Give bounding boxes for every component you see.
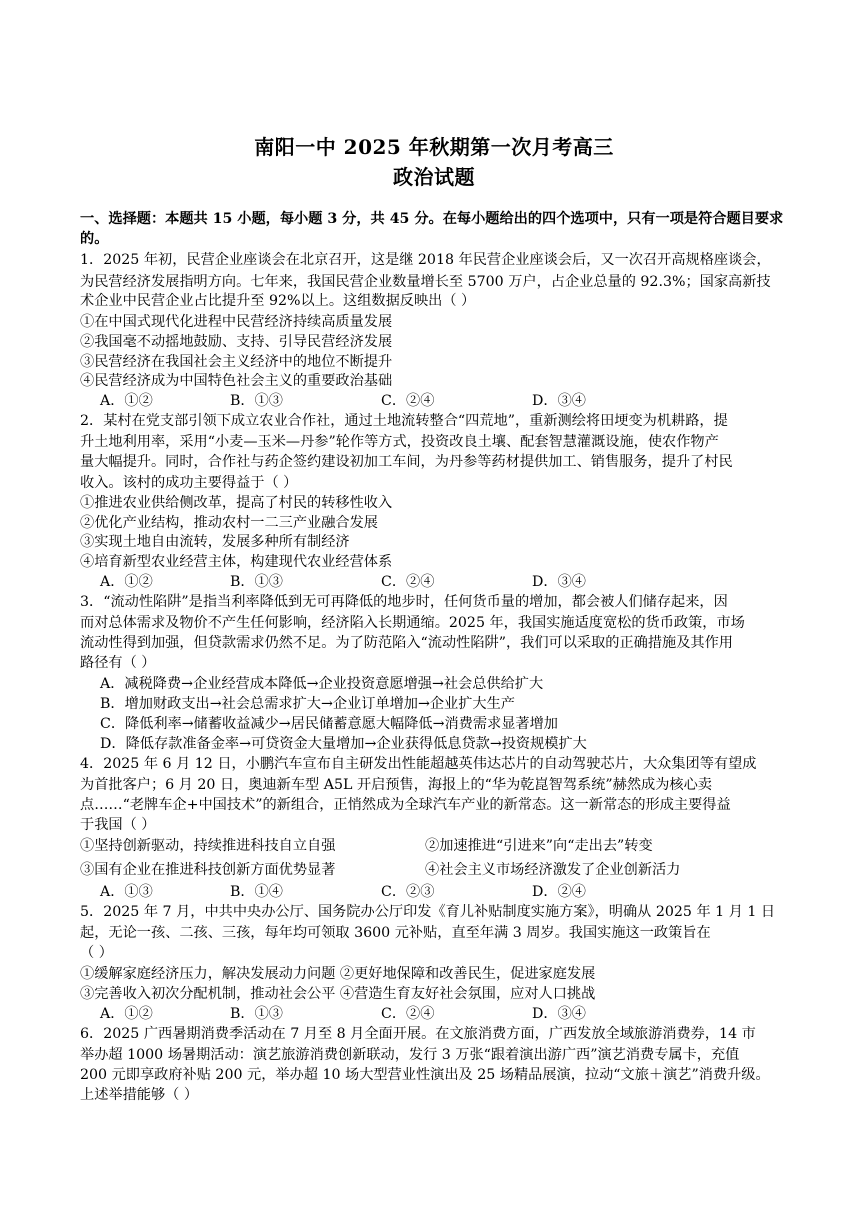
choice-d: D．③④ — [532, 574, 586, 590]
question-text-line: 举办超 1000 场暑期活动：演艺旅游消费创新联动，发行 3 万张“跟着演出游广西”演艺消费专属卡，充值 — [80, 1047, 740, 1063]
question-text-line: 上述举措能够（ ） — [80, 1087, 199, 1103]
statement: ④民营经济成为中国特色社会主义的重要政治基础 — [80, 373, 393, 389]
choice-c: C．②④ — [381, 1006, 435, 1022]
statement: ④培育新型农业经营主体，构建现代农业经营体系 — [80, 554, 393, 570]
question-text-line: 收入。该村的成功主要得益于（ ） — [80, 475, 298, 491]
choice-d: D．③④ — [532, 393, 586, 409]
statement: ②优化产业结构，推动农村一二三产业融合发展 — [80, 515, 378, 531]
statement: ①坚持创新驱动，持续推进科技自立自强 — [80, 838, 336, 854]
section-heading: 一、选择题：本题共 15 小题，每小题 3 分，共 45 分。在每小题给出的四个选项中，只有一项是符合题目要求的。 — [80, 211, 784, 247]
exam-subtitle: 政治试题 — [393, 165, 475, 189]
question-text-line: 起，无论一孩、二孩、三孩，每年均可领取 3600 元补贴，直至年满 3 周岁。我国实施这一政策旨在 — [80, 925, 711, 941]
statement: ③完善收入初次分配机制，推动社会公平 ④营造生育友好社会氛围，应对人口挑战 — [80, 986, 596, 1002]
choice-a: A．减税降费→企业经营成本降低→企业投资意愿增强→社会总供给扩大 — [100, 676, 544, 692]
choice-c: C．降低利率→储蓄收益减少→居民储蓄意愿大幅降低→消费需求显著增加 — [100, 716, 558, 732]
statement: ①缓解家庭经济压力，解决发展动力问题 ②更好地保障和改善民生，促进家庭发展 — [80, 966, 596, 982]
question-text-line: 200 元即享政府补贴 200 元，举办超 10 场大型营业性演出及 25 场精品展演，拉动“文旅＋演艺”消费升级。 — [80, 1067, 770, 1083]
choice-a: A．①③ — [100, 884, 153, 900]
question-text-line: 于我国（ ） — [80, 817, 156, 833]
exam-title: 南阳一中 2025 年秋期第一次月考高三 — [254, 135, 614, 159]
question-text-line: 量大幅提升。同时，合作社与药企签约建设初加工车间，为丹参等药材提供加工、销售服务，提升了村民 — [80, 454, 733, 470]
question-text-line: 4．2025 年 6 月 12 日，小鹏汽车宣布自主研发出性能超越英伟达芯片的自动驾驶芯片，大众集团等有望成 — [80, 756, 757, 772]
question-text-line: 3．“流动性陷阱”是指当利率降低到无可再降低的地步时，任何货币量的增加，都会被人们储存起来，因 — [80, 594, 728, 610]
choice-d: D．③④ — [532, 1006, 586, 1022]
statement: ④社会主义市场经济激发了企业创新活力 — [425, 862, 681, 878]
statement: ①在中国式现代化进程中民营经济持续高质量发展 — [80, 314, 393, 330]
question-text-line: 5．2025 年 7 月，中共中央办公厅、国务院办公厅印发《育儿补贴制度实施方案》，明确从 2025 年 1 月 1 日 — [80, 904, 776, 920]
choice-c: C．②④ — [381, 574, 435, 590]
statement: ①推进农业供给侧改革，提高了村民的转移性收入 — [80, 495, 393, 511]
question-text-line: 为民营经济发展指明方向。七年来，我国民营企业数量增长至 5700 万户，占企业总量的 92.3%；国家高新技 — [80, 274, 771, 290]
choice-b: B．①③ — [230, 574, 283, 590]
question-text-line: 而对总体需求及物价不产生任何影响，经济陷入长期通缩。2025 年，我国实施适度宽松的货币政策，市场 — [80, 615, 745, 631]
question-text-line: 点……“老牌车企+中国技术”的新组合，正悄然成为全球汽车产业的新常态。这一新常态的形成主要得益 — [80, 797, 731, 813]
question-text-line: 6．2025 广西暑期消费季活动在 7 月至 8 月全面开展。在文旅消费方面，广西发放全域旅游消费券，14 市 — [80, 1026, 756, 1042]
statement: ③国有企业在推进科技创新方面优势显著 — [80, 862, 336, 878]
choice-c: C．②③ — [381, 884, 435, 900]
choice-a: A．①② — [100, 1006, 153, 1022]
question-text-line: 流动性得到加强，但贷款需求仍然不足。为了防范陷入“流动性陷阱”，我们可以采取的正确措施及其作用 — [80, 635, 733, 651]
choice-b: B．增加财政支出→社会总需求扩大→企业订单增加→企业扩大生产 — [100, 696, 515, 712]
question-text-line: 1．2025 年初，民营企业座谈会在北京召开，这是继 2018 年民营企业座谈会后，又一次召开高规格座谈会， — [80, 252, 771, 268]
question-text-line: 路径有（ ） — [80, 655, 156, 671]
statement: ②加速推进“引进来”向“走出去”转变 — [425, 838, 653, 854]
choice-d: D．降低存款准备金率→可贷资金大量增加→企业获得低息贷款→投资规模扩大 — [100, 736, 587, 752]
question-text-line: （ ） — [80, 945, 113, 961]
statement: ③实现土地自由流转，发展多种所有制经济 — [80, 534, 350, 550]
choice-b: B．①③ — [230, 1006, 283, 1022]
choice-b: B．①③ — [230, 393, 283, 409]
question-text-line: 2．某村在党支部引领下成立农业合作社，通过土地流转整合“四荒地”，重新测绘将田埂变为机耕路，提 — [80, 413, 728, 429]
question-text-line: 升土地利用率，采用“小麦—玉米—丹参”轮作等方式，投资改良土壤、配套智慧灌溉设施，使农作物产 — [80, 434, 719, 450]
choice-d: D．②④ — [532, 884, 586, 900]
choice-a: A．①② — [100, 574, 153, 590]
choice-b: B．①④ — [230, 884, 283, 900]
question-text-line: 为首批客户；6 月 20 日，奥迪新车型 A5L 开启预售，海报上的“华为乾崑智驾系统”赫然成为核心卖 — [80, 777, 712, 793]
choice-a: A．①② — [100, 393, 153, 409]
choice-c: C．②④ — [381, 393, 435, 409]
statement: ③民营经济在我国社会主义经济中的地位不断提升 — [80, 354, 393, 370]
question-text-line: 术企业中民营企业占比提升至 92%以上。这组数据反映出（ ） — [80, 293, 476, 309]
statement: ②我国毫不动摇地鼓励、支持、引导民营经济发展 — [80, 334, 393, 350]
